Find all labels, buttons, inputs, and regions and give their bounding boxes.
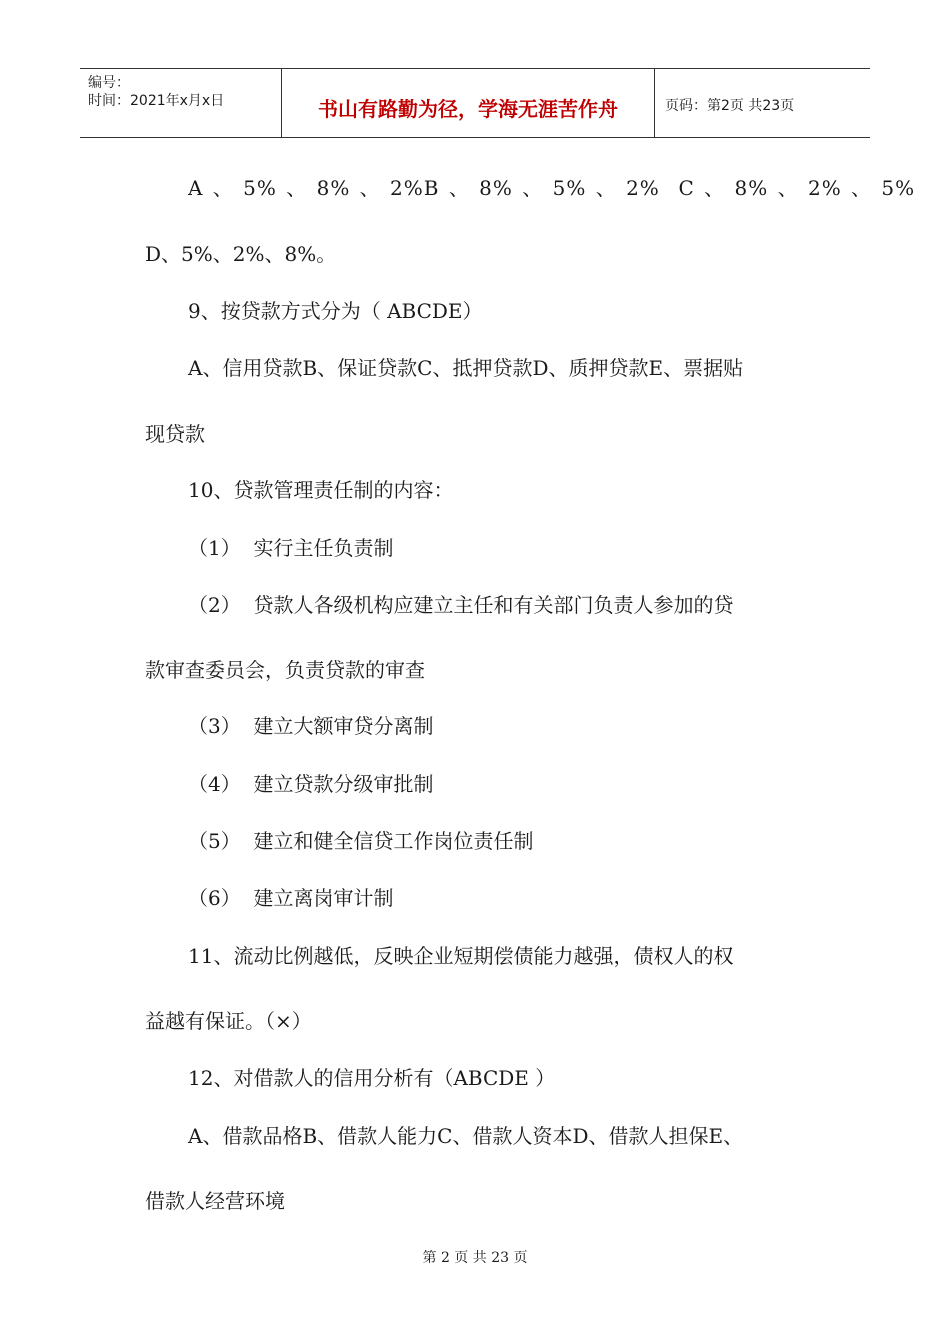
serial-label: 编号： — [88, 75, 130, 91]
list-item: （5） 建立和健全信贷工作岗位责任制 — [188, 829, 534, 853]
question-11: 11、流动比例越低，反映企业短期偿债能力越强，债权人的权 — [188, 944, 734, 968]
header-motto-cell — [282, 69, 655, 137]
question-12-options: A、借款品格B、借款人能力C、借款人资本D、借款人担保E、 — [188, 1124, 744, 1148]
page-info: 页码：第2页 共23页 — [665, 98, 795, 114]
question-12-options-cont: 借款人经营环境 — [145, 1189, 285, 1213]
question-12: 12、对借款人的信用分析有（ABCDE ） — [188, 1066, 556, 1090]
question-9-options: A、信用贷款B、保证贷款C、抵押贷款D、质押贷款E、票据贴 — [188, 356, 744, 380]
header-motto: 书山有路勤为径，学海无涯苦作舟 — [318, 97, 618, 121]
list-item: （4） 建立贷款分级审批制 — [188, 772, 434, 796]
question-9-options-cont: 现贷款 — [145, 422, 205, 446]
list-item: （3） 建立大额审贷分离制 — [188, 714, 434, 738]
time-label: 时间：2021年x月x日 — [88, 93, 225, 109]
list-item: （1） 实行主任负责制 — [188, 536, 394, 560]
question-11-cont: 益越有保证。（×） — [145, 1009, 312, 1033]
list-item: （2） 贷款人各级机构应建立主任和有关部门负责人参加的贷 — [188, 593, 734, 617]
question-10: 10、贷款管理责任制的内容： — [188, 478, 454, 502]
page-footer: 第 2 页 共 23 页 — [422, 1250, 528, 1266]
page-header — [80, 68, 870, 138]
header-page-cell — [655, 69, 870, 137]
answer-line-ratios: A 、 5% 、 8% 、 2%B 、 8% 、 5% 、 2% C 、 8% 、 2% 、 5% — [188, 176, 916, 200]
header-meta-cell — [80, 69, 282, 137]
question-9: 9、按贷款方式分为（ ABCDE） — [188, 299, 483, 323]
list-item: （6） 建立离岗审计制 — [188, 886, 394, 910]
answer-line-ratios-d: D、5%、2%、8%。 — [145, 242, 337, 266]
list-item-cont: 款审查委员会，负责贷款的审查 — [145, 658, 425, 682]
